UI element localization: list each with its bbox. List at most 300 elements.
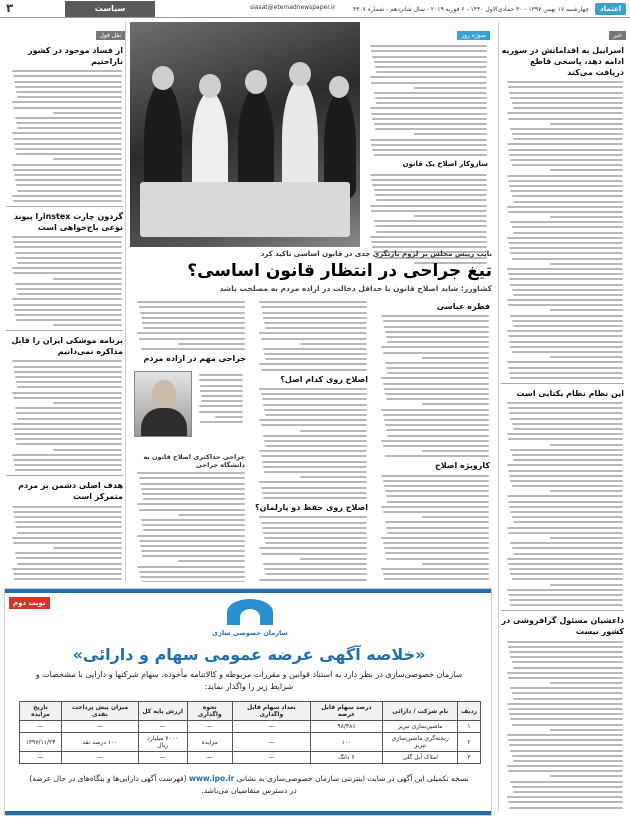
- text-line: [512, 164, 623, 166]
- text-line: [140, 483, 245, 485]
- text-line: [264, 471, 367, 473]
- photo-figure-head: [329, 76, 349, 98]
- table-cell: —: [20, 721, 62, 733]
- text-line: [510, 128, 623, 130]
- text-line: [199, 411, 243, 413]
- text-line: [550, 584, 623, 586]
- text-line: [512, 102, 623, 104]
- text-line: [507, 734, 623, 736]
- text-line: [512, 755, 623, 757]
- table-header: میزان پیش پرداخت نقدی: [62, 702, 139, 721]
- text-line: [385, 552, 489, 554]
- text-line: [385, 331, 489, 333]
- text-line: [387, 501, 489, 503]
- text-line: [550, 169, 623, 171]
- text-line: [15, 552, 122, 554]
- text-line: [371, 82, 487, 84]
- text-line: [383, 573, 489, 575]
- text-line: [371, 50, 487, 52]
- text-line: [53, 112, 122, 114]
- table-cell: —: [62, 752, 139, 764]
- text-line: [387, 341, 489, 343]
- table-cell: —: [233, 721, 311, 733]
- text-line: [142, 322, 245, 324]
- text-line: [374, 154, 487, 156]
- text-line: [513, 232, 623, 234]
- article-body: [133, 472, 245, 582]
- text-line: [17, 293, 122, 295]
- text-line: [374, 189, 487, 191]
- text-line: [264, 409, 367, 411]
- ad-offer-table: [19, 701, 481, 764]
- text-line: [508, 273, 623, 275]
- text-line: [16, 443, 122, 445]
- text-line: [16, 91, 122, 93]
- text-line: [15, 179, 122, 181]
- text-line: [16, 153, 122, 155]
- story-headline: تیغ جراحی در انتظار قانون اساسی؟: [187, 261, 492, 281]
- portrait-head: [152, 380, 176, 408]
- text-line: [259, 450, 367, 452]
- text-line: [13, 573, 122, 575]
- text-line: [510, 573, 623, 575]
- text-line: [53, 402, 122, 404]
- org-logo-icon: [223, 597, 277, 627]
- text-line: [510, 781, 623, 783]
- text-line: [372, 149, 487, 151]
- text-line: [550, 775, 623, 777]
- text-line: [510, 480, 623, 482]
- text-line: [510, 449, 623, 451]
- text-line: [14, 433, 122, 435]
- text-line: [510, 604, 623, 606]
- text-line: [200, 390, 243, 392]
- text-line: [141, 317, 245, 319]
- text-line: [513, 107, 623, 109]
- text-line: [510, 97, 623, 99]
- text-line: [508, 86, 623, 88]
- text-line: [17, 563, 122, 565]
- text-line: [422, 563, 489, 565]
- table-cell: ۱۰۰ درصد نقد: [62, 733, 139, 752]
- text-line: [140, 312, 245, 314]
- photo-figure-head: [289, 62, 311, 86]
- text-line: [137, 535, 245, 537]
- text-line: [300, 476, 367, 478]
- text-line: [143, 498, 245, 500]
- text-line: [510, 718, 623, 720]
- table-cell: ۷۰۰۰ میلیارد ریال: [138, 733, 187, 752]
- text-line: [264, 537, 367, 539]
- text-line: [371, 113, 487, 115]
- ad-footer-line: (فهرست آگهی دارایی‌ها و بنگاه‌های در حال عرضه) در دسترس متقاضیان می‌باشد.: [29, 774, 297, 795]
- article-body: [365, 45, 487, 156]
- text-line: [261, 455, 367, 457]
- text-line: [513, 459, 623, 461]
- article-title: هدف اصلی دشمن بر مردم متمرکز است: [18, 481, 123, 502]
- text-line: [139, 306, 245, 308]
- text-line: [508, 677, 623, 679]
- text-line: [508, 532, 623, 534]
- table-cell: ۱۳۹۷/۱۱/۲۴: [20, 733, 62, 752]
- text-line: [513, 760, 623, 762]
- table-cell: ۱۰۰: [310, 733, 383, 752]
- text-line: [13, 169, 122, 171]
- text-line: [510, 687, 623, 689]
- table-cell: —: [233, 733, 311, 752]
- table-cell: —: [187, 752, 233, 764]
- right-news-column: [498, 22, 626, 812]
- text-line: [507, 330, 623, 332]
- text-line: [140, 545, 245, 547]
- ad-notice-tag: نوبت دوم: [9, 597, 50, 609]
- text-line: [15, 438, 122, 440]
- ad-footer-text: [25, 773, 473, 797]
- text-line: [12, 70, 122, 72]
- text-line: [375, 194, 487, 196]
- photo-table: [140, 182, 350, 237]
- text-line: [381, 568, 489, 570]
- text-line: [12, 101, 122, 103]
- text-line: [259, 547, 367, 549]
- text-line: [371, 241, 487, 243]
- table-cell: ۶ دانگ: [310, 752, 383, 764]
- text-line: [507, 402, 623, 404]
- text-line: [513, 428, 623, 430]
- text-line: [513, 294, 623, 296]
- text-line: [15, 86, 122, 88]
- text-line: [508, 594, 623, 596]
- text-line: [178, 343, 245, 345]
- text-line: [512, 351, 623, 353]
- text-line: [14, 371, 122, 373]
- text-line: [12, 267, 122, 269]
- text-line: [512, 320, 623, 322]
- text-line: [512, 289, 623, 291]
- text-line: [507, 143, 623, 145]
- masthead: [353, 0, 630, 18]
- text-line: [509, 599, 623, 601]
- portrait-block: [130, 367, 248, 451]
- text-line: [259, 301, 367, 303]
- text-line: [13, 272, 122, 274]
- text-line: [261, 369, 367, 371]
- text-line: [386, 398, 489, 400]
- text-line: [376, 71, 487, 73]
- text-line: [508, 708, 623, 710]
- text-line: [386, 527, 489, 529]
- text-line: [141, 519, 245, 521]
- text-line: [385, 490, 489, 492]
- text-line: [370, 174, 487, 176]
- text-line: [15, 148, 122, 150]
- portrait-caption: جراحی حداکثری اصلاح قانون به دانشگاه جراحی: [143, 453, 245, 470]
- text-line: [14, 246, 122, 248]
- text-line: [370, 45, 487, 47]
- text-line: [263, 563, 367, 565]
- text-line: [12, 164, 122, 166]
- text-line: [376, 199, 487, 201]
- table-cell: ریخته‌گری ماشین‌سازی تبریز: [383, 733, 458, 752]
- text-line: [508, 646, 623, 648]
- table-row: [20, 752, 481, 764]
- column-subheading: اصلاح روی حفظ دو پارلمان؟: [255, 503, 368, 513]
- column-subheading: اصلاح روی کدام اصل؟: [280, 374, 368, 384]
- text-line: [259, 388, 367, 390]
- table-header: ارزش پایه کل: [138, 702, 187, 721]
- article-body: [502, 641, 623, 812]
- text-line: [381, 440, 489, 442]
- table-header: تاریخ مزایده: [20, 702, 62, 721]
- text-line: [550, 537, 623, 539]
- article-body: [255, 516, 367, 582]
- text-line: [508, 739, 623, 741]
- article-title: این نظام نظام یکتایی است: [516, 388, 624, 398]
- text-line: [550, 123, 623, 125]
- text-line: [259, 419, 367, 421]
- text-line: [550, 729, 623, 731]
- text-line: [508, 438, 623, 440]
- article-title: داعشیان مسئول گرافروشی در کشور نیست: [501, 616, 624, 637]
- text-line: [12, 392, 122, 394]
- text-line: [507, 765, 623, 767]
- text-line: [509, 341, 623, 343]
- text-line: [510, 656, 623, 658]
- text-line: [512, 454, 623, 456]
- column-heading: فطره عباسی: [436, 302, 490, 311]
- text-line: [53, 547, 122, 549]
- text-line: [53, 324, 122, 326]
- text-line: [381, 377, 489, 379]
- text-line: [509, 372, 623, 374]
- portrait-side-text: [194, 371, 246, 426]
- text-line: [12, 537, 122, 539]
- text-line: [263, 348, 367, 350]
- text-line: [300, 430, 367, 432]
- text-line: [372, 246, 487, 248]
- text-line: [550, 309, 623, 311]
- text-line: [508, 501, 623, 503]
- divider: [6, 475, 123, 476]
- text-line: [381, 315, 489, 317]
- text-line: [507, 558, 623, 560]
- text-line: [386, 367, 489, 369]
- text-line: [14, 143, 122, 145]
- article-body: [377, 315, 489, 457]
- story-kicker: نایب رییس مجلس بر لزوم بازنگری جدی در قانون اساسی تاکید کرد: [260, 250, 492, 258]
- text-line: [383, 445, 489, 447]
- text-line: [199, 374, 243, 376]
- text-line: [143, 529, 245, 531]
- text-line: [139, 509, 245, 511]
- text-line: [15, 376, 122, 378]
- text-line: [143, 327, 245, 329]
- text-line: [384, 326, 489, 328]
- text-line: [507, 641, 623, 643]
- text-line: [199, 405, 243, 407]
- text-line: [386, 495, 489, 497]
- article-body: [7, 360, 122, 471]
- issue-date-line: چهارشنبه ۱۷ بهمن ۱۳۹۷ - ۳۰ جمادی‌الاول ۱۴۴۰ - ۶ فوریه ۲۰۱۹ - سال شانزدهم - شماره ۴۳۰۷: [352, 5, 590, 13]
- text-line: [512, 724, 623, 726]
- text-line: [386, 558, 489, 560]
- text-line: [16, 257, 122, 259]
- text-line: [414, 87, 487, 89]
- text-line: [512, 195, 623, 197]
- table-cell: ۹۸/۴۸٪: [310, 721, 383, 733]
- story-column-c: [130, 298, 248, 582]
- text-line: [513, 138, 623, 140]
- text-line: [507, 672, 623, 674]
- text-line: [261, 487, 367, 489]
- section-badge: سیاست: [65, 1, 155, 17]
- text-line: [201, 400, 243, 402]
- text-line: [512, 423, 623, 425]
- privatization-ad: [4, 588, 492, 816]
- text-line: [509, 247, 623, 249]
- text-line: [15, 407, 122, 409]
- news-tag: خبر: [609, 31, 626, 40]
- text-line: [507, 206, 623, 208]
- story-column-b: [252, 298, 370, 582]
- text-line: [513, 553, 623, 555]
- table-cell: ۱: [458, 721, 481, 733]
- table-header: تعداد سهام قابل واگذاری: [233, 702, 311, 721]
- text-line: [510, 542, 623, 544]
- text-line: [262, 461, 367, 463]
- text-line: [13, 542, 122, 544]
- author-portrait: [134, 371, 192, 437]
- table-cell: —: [138, 721, 187, 733]
- article-body: [255, 388, 367, 499]
- text-line: [509, 807, 623, 809]
- table-cell: ماشین‌سازی تبریز: [383, 721, 458, 733]
- text-line: [300, 558, 367, 560]
- text-line: [17, 532, 122, 534]
- text-line: [512, 226, 623, 228]
- text-line: [16, 526, 122, 528]
- text-line: [507, 796, 623, 798]
- text-line: [385, 424, 489, 426]
- text-line: [261, 424, 367, 426]
- text-line: [17, 262, 122, 264]
- text-line: [53, 278, 122, 280]
- text-line: [510, 750, 623, 752]
- text-line: [422, 450, 489, 452]
- photo-figure: [282, 80, 318, 198]
- column-subheading: کارویژه اصلاح: [434, 461, 490, 471]
- text-line: [13, 511, 122, 513]
- text-line: [141, 550, 245, 552]
- divider: [501, 610, 624, 611]
- text-line: [510, 221, 623, 223]
- section-email: siasat@etemadnewspaper.ir: [250, 4, 336, 11]
- text-line: [550, 682, 623, 684]
- text-line: [376, 102, 487, 104]
- text-line: [265, 414, 367, 416]
- text-line: [550, 490, 623, 492]
- text-line: [12, 195, 122, 197]
- text-line: [375, 66, 487, 68]
- text-line: [386, 336, 489, 338]
- text-line: [370, 107, 487, 109]
- text-line: [14, 516, 122, 518]
- text-line: [13, 200, 122, 202]
- text-line: [508, 563, 623, 565]
- text-line: [261, 553, 367, 555]
- text-line: [262, 527, 367, 529]
- text-line: [512, 786, 623, 788]
- text-line: [508, 407, 623, 409]
- ad-org-logo: [205, 597, 295, 643]
- portrait-body: [141, 408, 187, 437]
- text-line: [509, 278, 623, 280]
- column-subheading: جراحی مهم در اراده مردم: [143, 354, 246, 364]
- table-cell: —: [233, 752, 311, 764]
- newspaper-logo: اعتماد: [595, 3, 626, 15]
- text-line: [422, 357, 489, 359]
- text-line: [263, 497, 367, 499]
- article-body: [7, 236, 122, 326]
- text-line: [507, 433, 623, 435]
- left-news-column: [4, 22, 126, 582]
- text-line: [12, 454, 122, 456]
- text-line: [261, 393, 367, 395]
- text-line: [550, 356, 623, 358]
- article-title: گردون چارت instexرا پیوند نوعی باج‌خواهی است: [13, 211, 123, 232]
- text-line: [200, 385, 243, 387]
- text-line: [53, 449, 122, 451]
- article-body: [255, 301, 367, 370]
- text-line: [12, 568, 122, 570]
- text-line: [374, 61, 487, 63]
- text-line: [383, 352, 489, 354]
- ad-website-link[interactable]: www.ipo.ir: [188, 774, 235, 783]
- text-line: [137, 301, 245, 303]
- text-line: [13, 428, 122, 430]
- text-line: [507, 495, 623, 497]
- text-line: [381, 346, 489, 348]
- text-line: [371, 144, 487, 146]
- table-header: ردیف: [458, 702, 481, 721]
- text-line: [510, 346, 623, 348]
- text-line: [141, 488, 245, 490]
- text-line: [375, 128, 487, 130]
- page-number: ۳: [6, 1, 14, 15]
- text-line: [13, 107, 122, 109]
- text-line: [265, 327, 367, 329]
- text-line: [385, 455, 489, 457]
- text-line: [387, 532, 489, 534]
- text-line: [387, 372, 489, 374]
- ad-footer-line: نسخه تکمیلی این آگهی در سایت اینترنتی سازمان خصوصی‌سازی به نشانی: [236, 774, 469, 783]
- divider: [6, 206, 123, 207]
- text-line: [381, 409, 489, 411]
- text-line: [265, 445, 367, 447]
- text-line: [265, 542, 367, 544]
- text-line: [139, 477, 245, 479]
- table-header-row: [20, 702, 481, 721]
- text-line: [13, 75, 122, 77]
- text-line: [12, 423, 122, 425]
- text-line: [414, 215, 487, 217]
- text-line: [262, 492, 367, 494]
- text-line: [512, 133, 623, 135]
- text-line: [374, 220, 487, 222]
- text-line: [374, 92, 487, 94]
- text-line: [300, 343, 367, 345]
- photo-figure-head: [152, 66, 174, 90]
